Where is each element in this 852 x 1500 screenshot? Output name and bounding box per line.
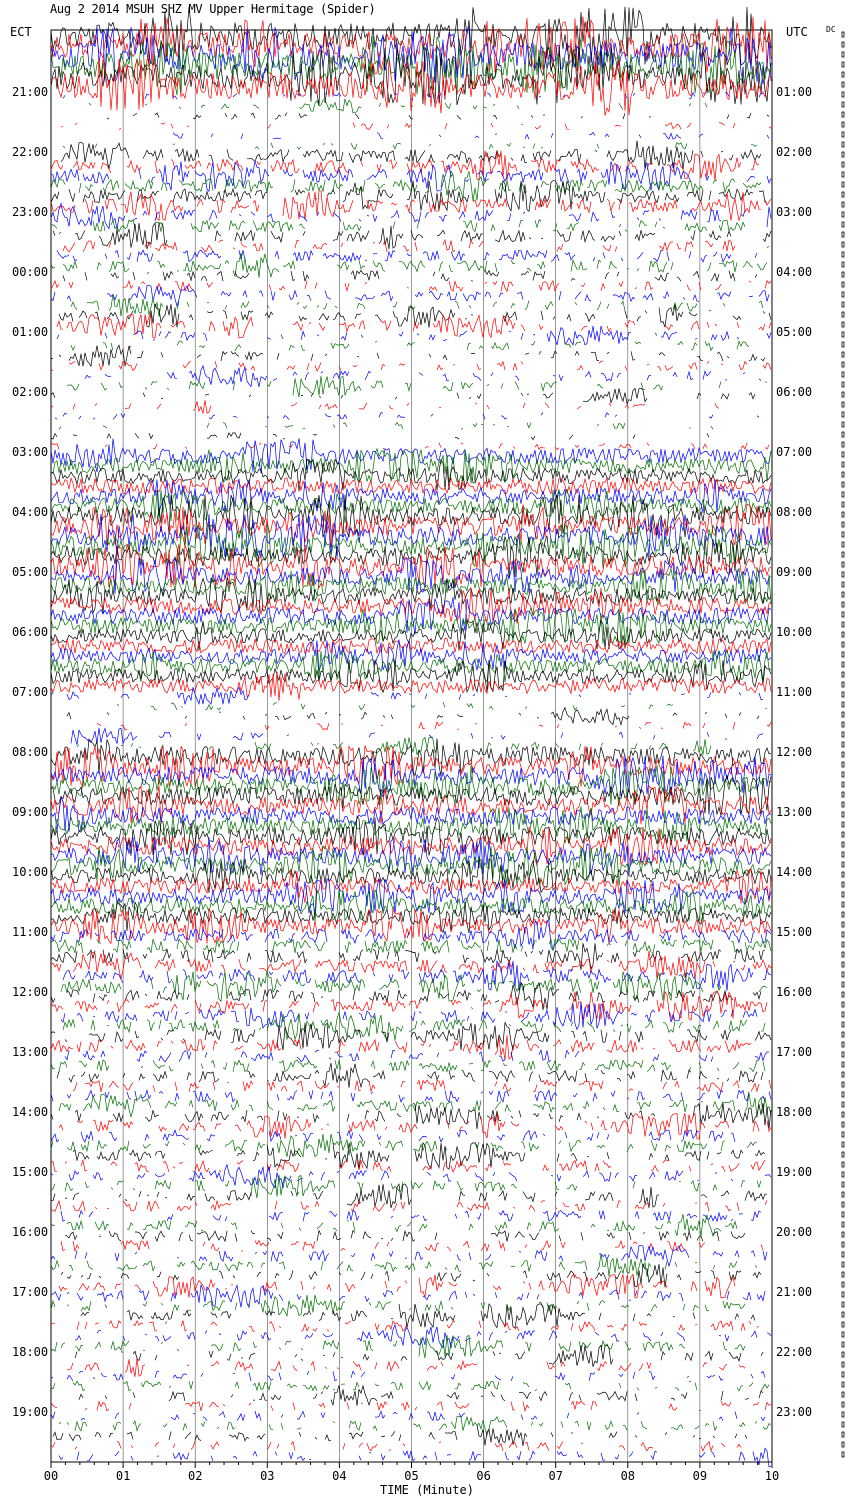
- utc-hour-label: 17:00: [776, 1045, 813, 1059]
- dc-marker: [842, 492, 844, 497]
- dc-marker: [842, 1272, 844, 1277]
- ect-hour-label: 10:00: [12, 865, 49, 879]
- ect-hour-label: 21:00: [12, 85, 49, 99]
- dc-marker: [842, 962, 844, 967]
- dc-marker: [842, 172, 844, 177]
- ect-label: ECT: [10, 25, 32, 39]
- trace-row: [51, 161, 771, 191]
- dc-marker: [842, 992, 844, 997]
- dc-marker: [842, 512, 844, 517]
- trace-row: [51, 1134, 771, 1157]
- ect-hour-label: 15:00: [12, 1165, 49, 1179]
- dc-marker: [842, 832, 844, 837]
- dc-marker: [842, 1222, 844, 1227]
- dc-marker: [842, 452, 844, 457]
- ect-hour-label: 00:00: [12, 265, 49, 279]
- x-tick-label-02: 02: [187, 1469, 203, 1483]
- dc-marker: [842, 1432, 844, 1437]
- dc-marker: [842, 312, 844, 317]
- dc-marker: [842, 1122, 844, 1127]
- dc-marker: [842, 1002, 844, 1007]
- dc-label: DC: [826, 25, 836, 34]
- dc-marker: [842, 442, 844, 447]
- dc-marker: [842, 662, 844, 667]
- dc-marker: [842, 382, 844, 387]
- trace-row: [173, 133, 769, 140]
- dc-marker: [842, 1292, 844, 1297]
- trace-row: [51, 588, 771, 625]
- utc-hour-label: 20:00: [776, 1225, 813, 1239]
- dc-marker: [842, 72, 844, 77]
- dc-marker: [842, 282, 844, 287]
- trace-row: [51, 1175, 761, 1198]
- trace-row: [51, 285, 769, 306]
- dc-marker: [842, 542, 844, 547]
- utc-hour-label: 07:00: [776, 445, 813, 459]
- trace-row: [89, 99, 759, 113]
- dc-marker: [842, 1232, 844, 1237]
- dc-marker: [842, 1182, 844, 1187]
- dc-marker: [842, 372, 844, 377]
- utc-label: UTC: [786, 25, 808, 39]
- dc-marker: [842, 362, 844, 367]
- trace-row: [85, 366, 761, 387]
- dc-marker: [842, 1142, 844, 1147]
- dc-marker: [842, 1162, 844, 1167]
- dc-marker: [842, 902, 844, 907]
- trace-row: [77, 737, 737, 755]
- trace-row: [67, 708, 763, 725]
- dc-marker: [842, 862, 844, 867]
- dc-marker: [842, 1152, 844, 1157]
- trace-row: [51, 921, 771, 951]
- dc-marker: [842, 812, 844, 817]
- dc-marker: [842, 152, 844, 157]
- dc-marker: [842, 1442, 844, 1447]
- dc-marker: [842, 572, 844, 577]
- x-tick-label-00: 00: [43, 1469, 59, 1483]
- trace-row: [51, 672, 771, 701]
- dc-marker: [842, 1342, 844, 1347]
- trace-row: [51, 939, 771, 953]
- ect-hour-label: 07:00: [12, 685, 49, 699]
- dc-marker: [842, 562, 844, 567]
- trace-row: [51, 1254, 757, 1277]
- ect-hour-label: 03:00: [12, 445, 49, 459]
- trace-row: [51, 1060, 765, 1072]
- x-tick-label-08: 08: [620, 1469, 636, 1483]
- dc-marker: [842, 1262, 844, 1267]
- trace-row: [71, 728, 763, 745]
- utc-hour-label: 14:00: [776, 865, 813, 879]
- utc-hour-label: 12:00: [776, 745, 813, 759]
- dc-marker: [842, 1042, 844, 1047]
- trace-row: [51, 859, 771, 893]
- dc-marker: [842, 1422, 844, 1427]
- dc-marker: [842, 1062, 844, 1067]
- dc-marker: [842, 342, 844, 347]
- dc-marker: [842, 292, 844, 297]
- utc-hour-label: 11:00: [776, 685, 813, 699]
- dc-marker: [842, 1112, 844, 1117]
- trace-row: [59, 423, 769, 430]
- dc-marker: [842, 302, 844, 307]
- dc-marker: [842, 612, 844, 617]
- trace-row: [61, 971, 767, 1001]
- trace-row: [53, 223, 771, 249]
- dc-marker: [842, 352, 844, 357]
- dc-marker: [842, 932, 844, 937]
- ect-hour-label: 18:00: [12, 1345, 49, 1359]
- dc-marker: [842, 1082, 844, 1087]
- dc-marker: [842, 1022, 844, 1027]
- utc-hour-labels: [776, 85, 812, 1419]
- trace-row: [51, 1103, 771, 1129]
- x-tick-label-05: 05: [404, 1469, 419, 1483]
- ect-hour-label: 11:00: [12, 925, 49, 939]
- ect-hour-label: 17:00: [12, 1285, 49, 1299]
- dc-marker: [842, 402, 844, 407]
- trace-row: [51, 388, 771, 403]
- ect-hour-label: 01:00: [12, 325, 49, 339]
- x-tick-label-04: 04: [332, 1469, 347, 1483]
- utc-hour-label: 21:00: [776, 1285, 813, 1299]
- dc-marker: [842, 642, 844, 647]
- trace-row: [97, 722, 771, 730]
- dc-marker: [842, 422, 844, 427]
- dc-marker: [842, 742, 844, 747]
- trace-row: [55, 413, 771, 420]
- trace-row: [71, 341, 759, 351]
- trace-row: [51, 943, 771, 970]
- dc-marker: [842, 922, 844, 927]
- dc-marker: [842, 892, 844, 897]
- dc-marker: [842, 112, 844, 117]
- dc-marker: [842, 272, 844, 277]
- dc-marker: [842, 852, 844, 857]
- trace-row: [51, 660, 771, 693]
- dc-marker: [842, 392, 844, 397]
- utc-hour-label: 10:00: [776, 625, 813, 639]
- dc-marker: [842, 322, 844, 327]
- dc-marker: [842, 132, 844, 137]
- ect-hour-labels: [12, 85, 48, 1419]
- x-tick-label-10: 10: [764, 1469, 780, 1483]
- dc-marker: [842, 142, 844, 147]
- dc-marker: [842, 702, 844, 707]
- dc-marker: [842, 102, 844, 107]
- dc-marker: [842, 592, 844, 597]
- dc-marker: [842, 1072, 844, 1077]
- trace-row: [59, 1416, 771, 1435]
- trace-row: [51, 361, 771, 371]
- trace-row: [61, 123, 771, 130]
- trace-row: [51, 191, 771, 221]
- trace-row: [51, 639, 771, 654]
- trace-row: [51, 1411, 765, 1421]
- plot-title: Aug 2 2014 MSUH SHZ MV Upper Hermitage (Spider): [50, 2, 376, 16]
- trace-row: [65, 1050, 769, 1062]
- trace-row: [59, 1448, 771, 1467]
- x-tick-label-03: 03: [260, 1469, 275, 1483]
- x-tick-label-06: 06: [476, 1469, 491, 1483]
- dc-marker: [842, 212, 844, 217]
- dc-marker: [842, 982, 844, 987]
- seismic-traces: [51, 7, 771, 1467]
- utc-hour-label: 05:00: [776, 325, 813, 339]
- trace-row: [51, 433, 763, 440]
- ect-hour-label: 04:00: [12, 505, 49, 519]
- dc-marker: [842, 532, 844, 537]
- dc-marker: [842, 52, 844, 57]
- dc-marker: [842, 842, 844, 847]
- ect-hour-label: 14:00: [12, 1105, 49, 1119]
- dc-marker: [842, 872, 844, 877]
- dc-marker: [842, 762, 844, 767]
- dc-marker: [842, 1012, 844, 1017]
- trace-row: [51, 558, 771, 594]
- dc-marker: [842, 1172, 844, 1177]
- trace-row: [51, 798, 771, 833]
- trace-row: [51, 1245, 767, 1266]
- trace-row: [65, 1231, 767, 1242]
- dc-marker: [842, 1402, 844, 1407]
- dc-marker: [842, 622, 844, 627]
- dc-marker: [842, 602, 844, 607]
- minute-gridlines: [123, 30, 700, 1462]
- ect-hour-label: 08:00: [12, 745, 49, 759]
- dc-marker: [842, 1322, 844, 1327]
- dc-marker: [842, 252, 844, 257]
- dc-marker: [842, 1452, 844, 1457]
- dc-marker: [842, 1052, 844, 1057]
- dc-marker: [842, 62, 844, 67]
- dc-marker: [842, 912, 844, 917]
- utc-hour-label: 01:00: [776, 85, 813, 99]
- utc-hour-label: 04:00: [776, 265, 813, 279]
- dc-marker: [842, 462, 844, 467]
- dc-marker: [842, 802, 844, 807]
- trace-row: [51, 620, 771, 651]
- x-axis-ticks: [44, 1462, 779, 1483]
- utc-hour-label: 13:00: [776, 805, 813, 819]
- dc-marker: [842, 712, 844, 717]
- trace-row: [75, 1345, 767, 1367]
- trace-row: [67, 376, 767, 397]
- dc-marker: [842, 722, 844, 727]
- dc-marker: [842, 242, 844, 247]
- utc-hour-label: 16:00: [776, 985, 813, 999]
- dc-marker: [842, 772, 844, 777]
- utc-hour-label: 02:00: [776, 145, 813, 159]
- dc-marker: [842, 332, 844, 337]
- dc-marker: [842, 972, 844, 977]
- dc-marker: [842, 752, 844, 757]
- utc-hour-label: 18:00: [776, 1105, 813, 1119]
- dc-marker: [842, 1352, 844, 1357]
- trace-row: [51, 1090, 771, 1102]
- dc-markers: [842, 32, 844, 1457]
- trace-row: [51, 449, 771, 484]
- utc-hour-label: 09:00: [776, 565, 813, 579]
- ect-hour-label: 05:00: [12, 565, 49, 579]
- trace-row: [51, 951, 771, 980]
- dc-marker: [842, 782, 844, 787]
- utc-hour-label: 03:00: [776, 205, 813, 219]
- trace-row: [51, 1441, 755, 1451]
- trace-row: [51, 1184, 767, 1208]
- trace-row: [51, 597, 771, 634]
- dc-marker: [842, 632, 844, 637]
- trace-row: [51, 281, 771, 292]
- trace-row: [51, 1285, 765, 1308]
- trace-row: [51, 1035, 751, 1060]
- dc-marker: [842, 472, 844, 477]
- trace-row: [51, 253, 767, 278]
- trace-row: [59, 1275, 767, 1298]
- dc-marker: [842, 92, 844, 97]
- dc-marker: [842, 32, 844, 37]
- utc-hour-label: 06:00: [776, 385, 813, 399]
- utc-hour-label: 23:00: [776, 1405, 813, 1419]
- ect-hour-label: 09:00: [12, 805, 49, 819]
- ect-hour-label: 16:00: [12, 1225, 49, 1239]
- dc-marker: [842, 952, 844, 957]
- dc-marker: [842, 1372, 844, 1377]
- trace-row: [51, 1371, 765, 1381]
- dc-marker: [842, 262, 844, 267]
- dc-marker: [842, 682, 844, 687]
- ect-hour-label: 13:00: [12, 1045, 49, 1059]
- trace-row: [51, 1295, 771, 1316]
- ect-hour-label: 22:00: [12, 145, 49, 159]
- dc-marker: [842, 792, 844, 797]
- utc-hour-label: 19:00: [776, 1165, 813, 1179]
- trace-row: [73, 1080, 771, 1092]
- dc-marker: [842, 122, 844, 127]
- trace-row: [51, 220, 759, 232]
- dc-marker: [842, 552, 844, 557]
- trace-row: [57, 1063, 763, 1088]
- dc-marker: [842, 502, 844, 507]
- dc-marker: [842, 1192, 844, 1197]
- dc-marker: [842, 412, 844, 417]
- x-tick-label-07: 07: [548, 1469, 563, 1483]
- dc-marker: [842, 1412, 844, 1417]
- dc-marker: [842, 1332, 844, 1337]
- dc-marker: [842, 222, 844, 227]
- trace-row: [67, 1358, 763, 1377]
- utc-hour-label: 08:00: [776, 505, 813, 519]
- ect-hour-label: 23:00: [12, 205, 49, 219]
- x-tick-label-01: 01: [115, 1469, 131, 1483]
- dc-marker: [842, 652, 844, 657]
- dc-marker: [842, 482, 844, 487]
- dc-marker: [842, 42, 844, 47]
- trace-row: [51, 443, 769, 450]
- dc-marker: [842, 1242, 844, 1247]
- trace-row: [79, 1385, 771, 1406]
- trace-row: [51, 478, 771, 494]
- trace-row: [51, 1160, 765, 1172]
- trace-row: [61, 1264, 761, 1287]
- dc-marker: [842, 82, 844, 87]
- trace-row: [57, 326, 771, 345]
- trace-row: [51, 640, 771, 671]
- trace-row: [63, 240, 769, 252]
- dc-marker: [842, 1132, 844, 1137]
- ect-hour-label: 19:00: [12, 1405, 49, 1419]
- trace-row: [61, 141, 761, 170]
- trace-row: [51, 1023, 771, 1051]
- dc-marker: [842, 202, 844, 207]
- trace-row: [117, 702, 767, 710]
- trace-row: [59, 1113, 771, 1139]
- dc-marker: [842, 1302, 844, 1307]
- trace-row: [75, 1325, 771, 1348]
- dc-marker: [842, 692, 844, 697]
- dc-marker: [842, 822, 844, 827]
- dc-marker: [842, 1282, 844, 1287]
- dc-marker: [842, 1092, 844, 1097]
- utc-hour-label: 15:00: [776, 925, 813, 939]
- ect-hour-label: 12:00: [12, 985, 49, 999]
- trace-row: [51, 400, 769, 413]
- trace-row: [51, 345, 765, 366]
- trace-row: [61, 1241, 771, 1252]
- dc-marker: [842, 162, 844, 167]
- dc-marker: [842, 672, 844, 677]
- dc-marker: [842, 232, 844, 237]
- trace-row: [51, 1381, 769, 1391]
- dc-marker: [842, 182, 844, 187]
- dc-marker: [842, 1032, 844, 1037]
- dc-marker: [842, 1312, 844, 1317]
- x-tick-label-09: 09: [692, 1469, 708, 1483]
- ect-hour-label: 06:00: [12, 625, 49, 639]
- dc-marker: [842, 942, 844, 947]
- dc-marker: [842, 1392, 844, 1397]
- dc-marker: [842, 432, 844, 437]
- dc-marker: [842, 732, 844, 737]
- dc-marker: [842, 192, 844, 197]
- trace-row: [51, 1401, 771, 1411]
- trace-row: [51, 992, 767, 1020]
- dc-marker: [842, 1202, 844, 1207]
- dc-marker: [842, 1102, 844, 1107]
- ect-hour-label: 02:00: [12, 385, 49, 399]
- dc-marker: [842, 1382, 844, 1387]
- trace-row: [57, 250, 771, 262]
- dc-marker: [842, 1362, 844, 1367]
- trace-row: [107, 113, 769, 120]
- dc-marker: [842, 522, 844, 527]
- dc-marker: [842, 882, 844, 887]
- dc-marker: [842, 582, 844, 587]
- utc-hour-label: 22:00: [776, 1345, 813, 1359]
- x-axis-label: TIME (Minute): [380, 1483, 474, 1497]
- dc-marker: [842, 1212, 844, 1217]
- dc-marker: [842, 1252, 844, 1257]
- trace-row: [61, 1211, 761, 1222]
